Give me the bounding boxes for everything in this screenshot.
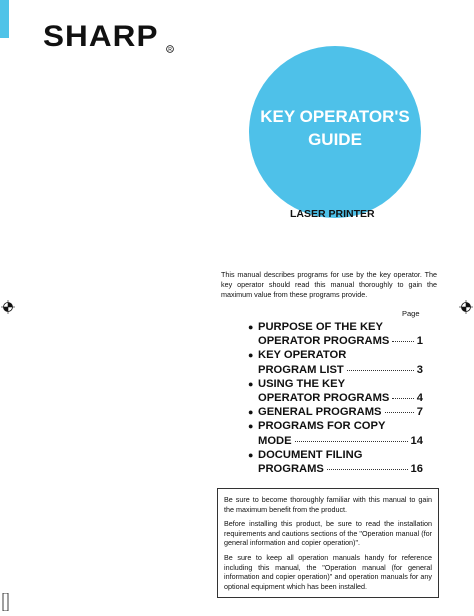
toc-entry-title-cont: MODE bbox=[258, 434, 292, 447]
toc-entry-title: GENERAL PROGRAMS bbox=[258, 406, 382, 419]
toc-page-number: 7 bbox=[416, 406, 423, 419]
toc-entry[interactable] bbox=[248, 448, 423, 476]
title-circle bbox=[249, 46, 421, 218]
registration-mark-icon bbox=[459, 300, 473, 314]
toc-entry-title-cont: OPERATOR PROGRAMS bbox=[258, 392, 390, 405]
bullet-icon: ● bbox=[248, 378, 254, 389]
dot-leader bbox=[347, 370, 414, 371]
table-of-contents bbox=[248, 320, 423, 476]
dot-leader bbox=[385, 412, 414, 413]
toc-entry-title: PURPOSE OF THE KEY bbox=[258, 321, 383, 333]
notice-paragraph-1: Be sure to become thoroughly familiar with this manual to gain the maximum benefit from the product. bbox=[224, 495, 432, 514]
toc-entry-title: DOCUMENT FILING bbox=[258, 448, 363, 461]
toc-entry[interactable] bbox=[248, 377, 423, 405]
dot-leader bbox=[295, 441, 408, 442]
color-bleed-bar bbox=[0, 0, 9, 38]
brand-logo: SHARP bbox=[43, 20, 159, 53]
bullet-icon: ● bbox=[248, 350, 254, 361]
guide-title-line-2: GUIDE bbox=[308, 130, 362, 149]
toc-entry-title-cont: OPERATOR PROGRAMS bbox=[258, 335, 390, 348]
toc-page-number: 3 bbox=[416, 363, 423, 376]
notice-paragraph-3: Be sure to keep all operation manuals handy for reference including this manual, the "Operation manual (for general information and copier operation)" and operation manuals for any optional equipment which has been installed. bbox=[224, 552, 432, 591]
notice-paragraph-2: Before installing this product, be sure to read the installation requirements and cautions sections of the "Operation manual (for general information and copier operation)". bbox=[224, 519, 432, 548]
toc-entry-title-cont: PROGRAMS bbox=[258, 463, 324, 476]
bullet-icon: ● bbox=[248, 421, 254, 432]
toc-entry[interactable] bbox=[248, 419, 423, 447]
toc-page-number: 14 bbox=[410, 434, 423, 447]
toc-entry-title-cont: PROGRAM LIST bbox=[258, 363, 344, 376]
toc-entry-title: KEY OPERATOR bbox=[258, 349, 347, 362]
toc-page-number: 1 bbox=[416, 335, 423, 348]
bullet-icon: ● bbox=[248, 407, 254, 418]
toc-entry-title: PROGRAMS FOR COPY bbox=[258, 420, 386, 433]
notice-box bbox=[217, 488, 439, 598]
registration-mark-icon bbox=[1, 300, 15, 314]
registered-trademark-icon bbox=[166, 40, 174, 53]
dot-leader bbox=[392, 341, 413, 342]
bullet-icon: ● bbox=[248, 322, 254, 332]
crop-mark-icon bbox=[2, 593, 10, 611]
toc-entry[interactable] bbox=[248, 405, 423, 419]
toc-page-number: 4 bbox=[416, 392, 423, 405]
toc-entry-title: USING THE KEY bbox=[258, 377, 346, 390]
dot-leader bbox=[392, 398, 413, 399]
toc-entry[interactable] bbox=[248, 320, 423, 348]
toc-page-number: 16 bbox=[410, 463, 423, 476]
guide-title-line-1: KEY OPERATOR'S bbox=[260, 107, 410, 126]
toc-page-header: Page bbox=[402, 309, 420, 318]
svg-text:R: R bbox=[168, 47, 172, 53]
toc-entry[interactable] bbox=[248, 348, 423, 376]
bullet-icon: ● bbox=[248, 449, 254, 460]
dot-leader bbox=[327, 469, 408, 470]
intro-paragraph: This manual describes programs for use by the key operator. The key operator should read this manual thoroughly to gain the maximum value from these programs provide. bbox=[221, 270, 437, 299]
product-subtitle: LASER PRINTER bbox=[290, 208, 375, 220]
